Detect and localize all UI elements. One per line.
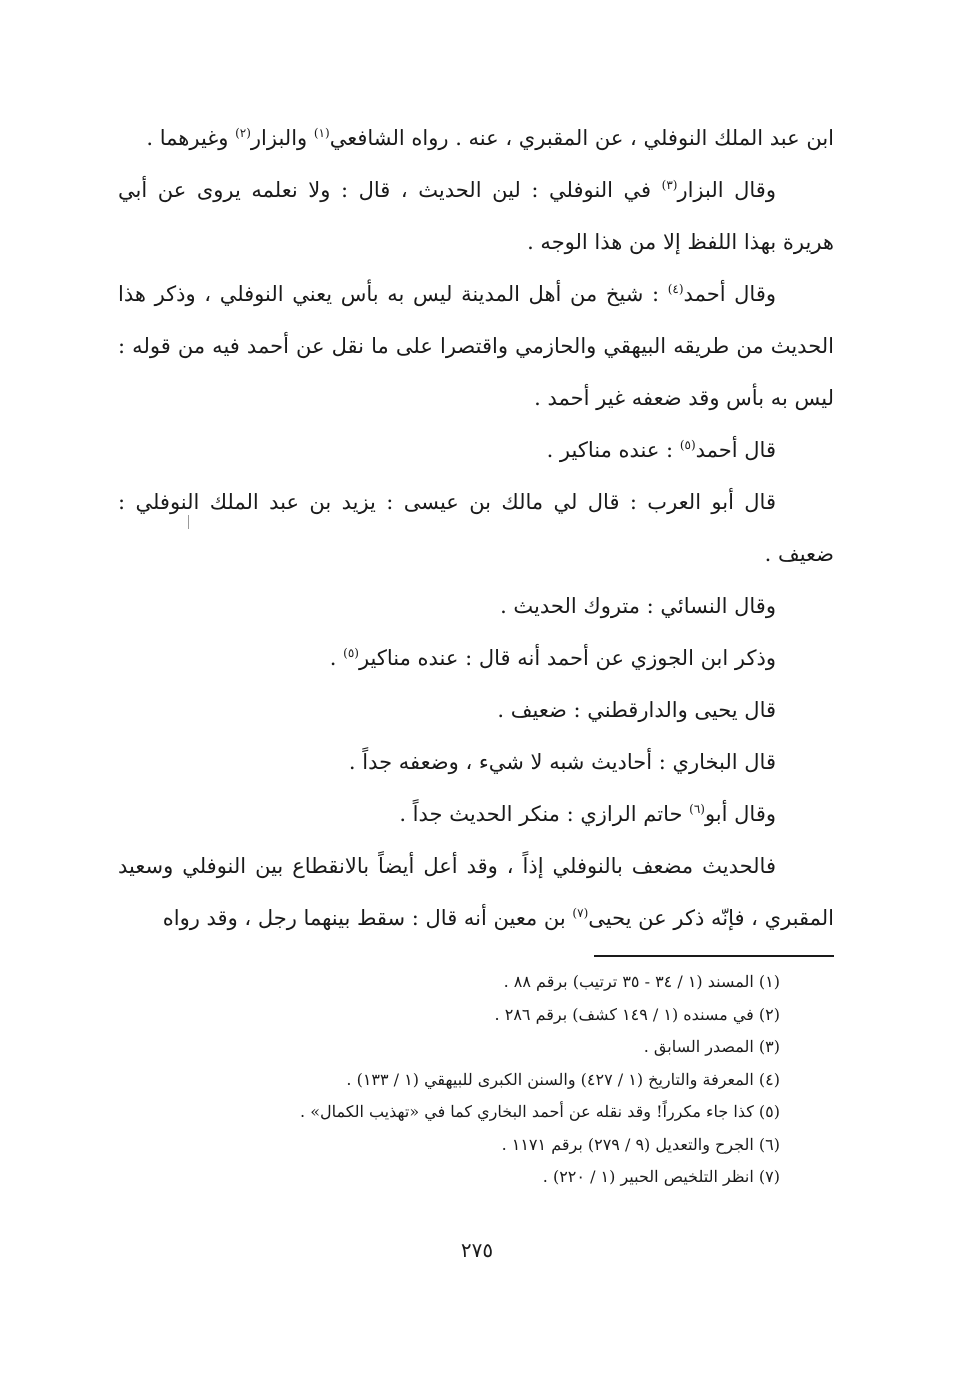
paragraph-p2 (118, 164, 834, 268)
paragraph-p4 (118, 424, 834, 476)
text-segment: حاتم الرازي : منكر الحديث جداً . (399, 802, 690, 826)
text-segment: وقال النسائي : متروك الحديث . (500, 594, 776, 618)
text-segment: : شيخ من أهل المدينة ليس به بأس يعني النوفلي ، وذكر هذا الحديث من طريقه البيهقي والحازمي واقتصرا على ما نقل عن أحمد فيه من قوله : ليس به بأس وقد ضعفه غير أحمد . (118, 282, 834, 410)
text-segment: والبزار (250, 126, 314, 150)
paragraph-p8 (118, 684, 834, 736)
footnote-separator (594, 955, 834, 957)
footnotes (200, 966, 780, 1194)
text-segment: . (329, 646, 344, 670)
text-segment: وغيرهما . (146, 126, 236, 150)
paragraph-p10 (118, 788, 834, 840)
footnote-reference: (٤) (667, 282, 684, 296)
footnote-reference: (١) (313, 126, 330, 140)
footnote-item: (٢) في مسنده (١ / ١٤٩ كشف) برقم ٢٨٦ . (494, 1004, 780, 1024)
text-segment: قال البخاري : أحاديث شبه لا شيء ، وضعفه جداً . (348, 750, 776, 774)
text-segment: بن معين أنه قال : سقط بينهما رجل ، وقد رواه (162, 906, 573, 930)
text-segment: : عنده مناكير . (546, 438, 680, 462)
text-segment: وقال أبو (704, 802, 776, 826)
scan-artifact-mark (188, 515, 189, 529)
footnote-reference: (٦) (689, 802, 705, 816)
text-segment: وقال أحمد (683, 282, 776, 306)
paragraph-p5 (118, 476, 834, 580)
text-segment: فالحديث مضعف بالنوفلي إذاً ، وقد أعل أيضاً بالانقطاع بين النوفلي وسعيد المقبري ، فإنّه ذكر عن يحيى (118, 854, 834, 930)
footnote-item: (٧) انظر التلخيص الحبير (١ / ٢٢٠) . (542, 1167, 780, 1186)
paragraph-p7 (118, 632, 834, 684)
text-segment: قال يحيى والدارقطني : ضعيف . (497, 698, 776, 722)
paragraph-p6 (118, 580, 834, 632)
paragraph-p11 (118, 840, 834, 944)
text-segment: في النوفلي : لين الحديث ، قال : ولا نعلمه يروى عن أبي هريرة بهذا اللفظ إلا من هذا الوجه . (118, 178, 834, 254)
paragraph-p9 (118, 736, 834, 788)
footnote-reference: (٥) (343, 646, 359, 660)
text-segment: ابن عبد الملك النوفلي ، عن المقبري ، عنه . رواه الشافعي (329, 126, 834, 150)
footnote-item: (٤) المعرفة والتاريخ (١ / ٤٢٧) والسنن الكبرى للبيهقي (١ / ١٣٣) . (346, 1069, 780, 1089)
footnote-item: (١) المسند (١ / ٣٤ - ٣٥ ترتيب) برقم ٨٨ . (503, 972, 780, 991)
paragraph-p3 (118, 268, 834, 424)
footnote-reference: (٣) (661, 178, 678, 192)
footnote-reference: (٥) (679, 438, 696, 452)
footnote-item: (٦) الجرح والتعديل (٩ / ٢٧٩) برقم ١١٧١ . (501, 1134, 780, 1154)
paragraph-p1 (118, 112, 834, 164)
footnote-reference: (٧) (572, 906, 589, 920)
main-text (118, 112, 834, 944)
footnote-item: (٣) المصدر السابق . (643, 1037, 780, 1056)
text-segment: قال أحمد (695, 438, 776, 462)
text-segment: قال أبو العرب : قال لي مالك بن عيسى : يزيد بن عبد الملك النوفلي : ضعيف . (118, 490, 834, 566)
footnote-reference: (٢) (235, 126, 251, 140)
text-segment: وقال البزار (677, 178, 776, 202)
page-number: ٢٧٥ (460, 1238, 494, 1262)
text-segment: وذكر ابن الجوزي عن أحمد أنه قال : عنده مناكير (358, 646, 776, 670)
footnote-item: (٥) كذا جاء مكرراً! وقد نقله عن أحمد البخاري كما في «تهذيب الكمال» . (300, 1102, 780, 1121)
